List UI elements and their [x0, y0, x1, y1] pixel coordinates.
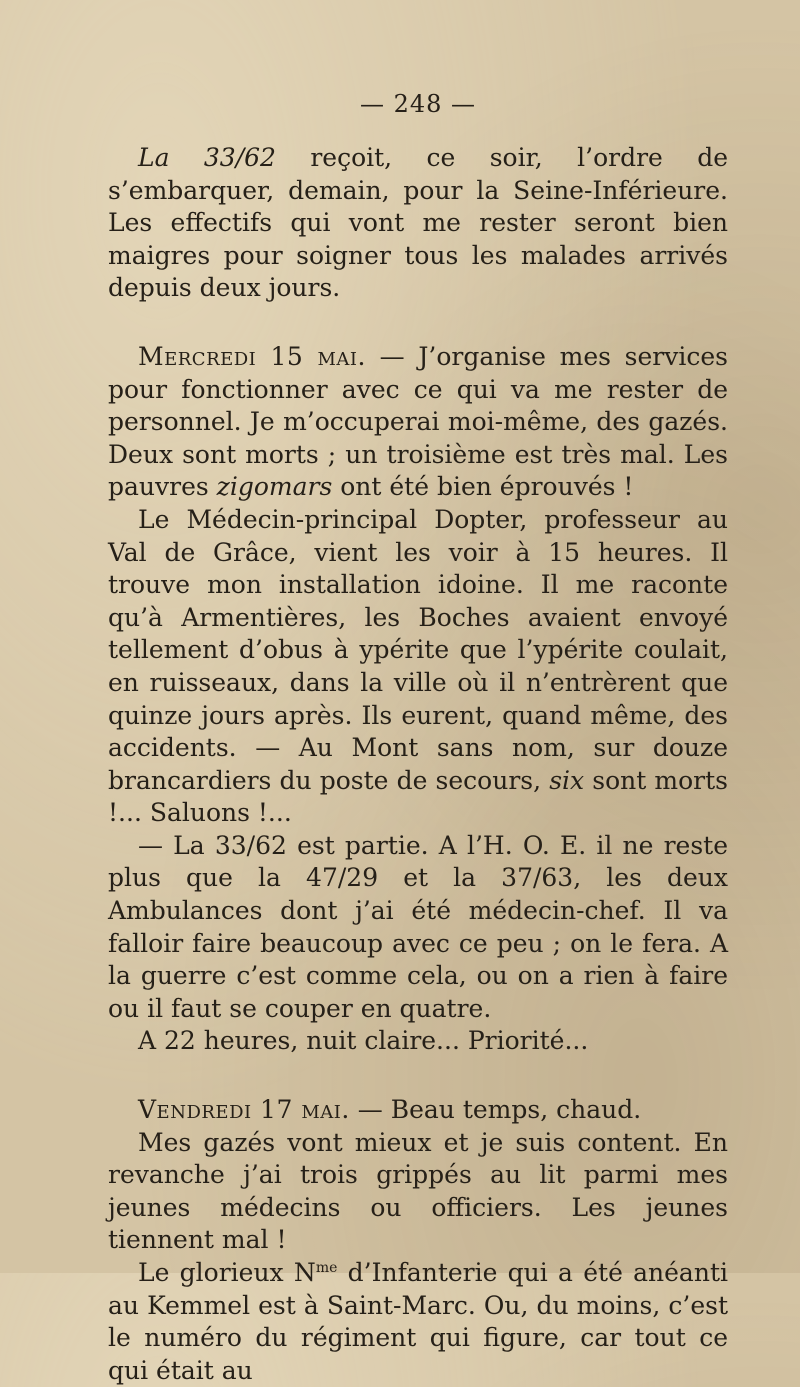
- paragraph-2: [108, 341, 728, 504]
- paragraph-text: Le glorieux N: [138, 1258, 316, 1287]
- paragraph-text: d’Infanterie qui a été anéanti au Kemmel est à Saint-Marc. Ou, du moins, c’est le numéro du régiment qui figure, car tout ce qui était au: [108, 1258, 728, 1385]
- paragraph-6: [108, 1094, 728, 1127]
- paragraph-8: [108, 1257, 728, 1387]
- paragraph-text: — J’organise mes services pour fonctionner avec ce qui va me rester de personnel. Je m’occuperai moi-même, des gazés. Deux sont morts ; un troisième est très mal. Les pauvres: [108, 341, 728, 502]
- paragraph-text: — Beau temps, chaud.: [349, 1095, 642, 1125]
- date-heading: Vendredi 17 mai.: [138, 1095, 350, 1125]
- paragraph-text: reçoit, ce soir, l’ordre de s’embarquer, demain, pour la Seine-Inférieure. Les effectifs qui vont me rester seront bien maigres pour soigner tous les malades arrivés depuis deux jours.: [108, 143, 729, 303]
- date-heading: Mercredi 15 mai.: [138, 341, 366, 371]
- paragraph-text: Le Médecin-principal Dopter, professeur au Val de Grâce, vient les voir à 15 heures. Il trouve mon installation idoine. Il me raconte qu’à Armentières, les Boches avaient envoyé tellement d’obus à ypérite que l’ypérite coulait, en ruisseaux, dans la ville où il n’entrèrent que quinze jours après. Ils eurent, quand même, des accidents. — Au Mont sans nom, sur douze brancardiers du poste de secours,: [108, 504, 728, 795]
- paragraph-4: — La 33/62 est partie. A l’H. O. E. il ne reste plus que la 47/29 et la 37/63, les deux Ambulances dont j’ai été médecin-chef. Il va falloir faire beaucoup avec ce peu ; on le fera. A la guerre c’est comme cela, ou on a rien à faire ou il faut se couper en quatre.: [108, 830, 728, 1023]
- italic-word: six: [549, 765, 585, 795]
- paragraph-3: [108, 504, 728, 830]
- paragraph-text: sont morts !... Saluons !...: [108, 765, 728, 828]
- paragraph-5: A 22 heures, nuit claire... Priorité...: [138, 1026, 589, 1056]
- unit-name-italic: La 33/62: [138, 143, 276, 172]
- section-gap: [108, 305, 728, 341]
- book-page: [108, 88, 728, 1387]
- paragraph-7: Mes gazés vont mieux et je suis content. En revanche j’ai trois grippés au lit parmi mes jeunes médecins ou officiers. Les jeunes tiennent mal !: [108, 1127, 728, 1255]
- italic-word: zigomars: [216, 472, 333, 502]
- ordinal-superscript: me: [315, 1260, 338, 1276]
- paragraph-1: [108, 142, 728, 305]
- paragraph-text: ont été bien éprouvés !: [332, 472, 634, 502]
- page-number: — 248 —: [359, 90, 477, 118]
- section-gap: [108, 1058, 728, 1094]
